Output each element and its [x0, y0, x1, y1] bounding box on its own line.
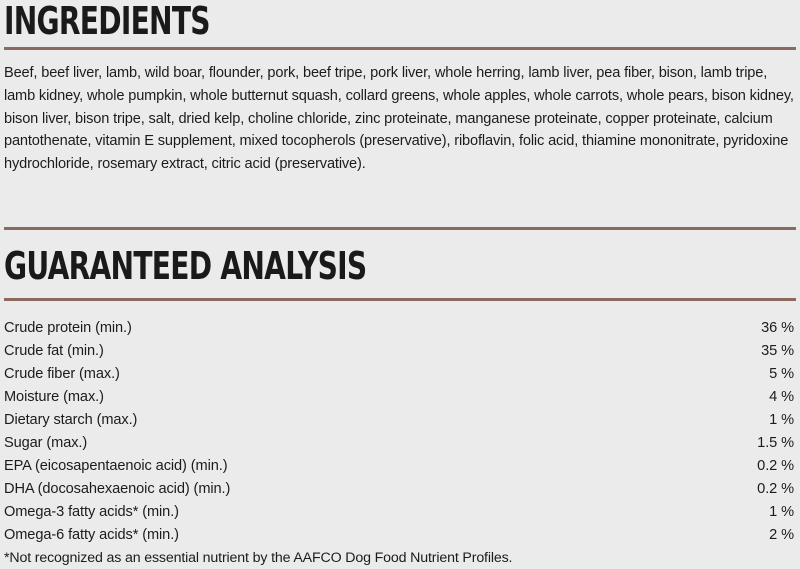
table-row [4, 524, 794, 547]
nutrient-label: Omega-3 fatty acids* (min.) [4, 504, 179, 520]
ingredients-bottom-divider [4, 227, 796, 230]
nutrient-value: 1 % [769, 412, 794, 428]
nutrient-label: EPA (eicosapentaenoic acid) (min.) [4, 458, 228, 474]
table-row [4, 340, 794, 363]
table-row [4, 432, 794, 455]
guaranteed-analysis-heading: GUARANTEED ANALYSIS [4, 244, 367, 288]
nutrient-label: Crude protein (min.) [4, 320, 132, 336]
nutrient-value: 5 % [769, 366, 794, 382]
table-row [4, 501, 794, 524]
ingredients-list: Beef, beef liver, lamb, wild boar, flounder, pork, beef tripe, pork liver, whole herring, lamb liver, pea fiber, bison, lamb tripe, lamb kidney, whole pumpkin, whole butternut squash, collard greens, whole apples, whole carrots, whole pears, bison kidney, bison liver, bison tripe, salt, dried kelp, choline chloride, zinc proteinate, manganese proteinate, copper proteinate, calcium pantothenate, vitamin E supplement, mixed tocopherols (preservative), riboflavin, folic acid, thiamine mononitrate, pyridoxine hydrochloride, rosemary extract, citric acid (preservative). [4, 65, 794, 173]
nutrient-label: Sugar (max.) [4, 435, 88, 451]
nutrient-value: 0.2 % [757, 458, 794, 474]
nutrient-label: DHA (docosahexaenoic acid) (min.) [4, 481, 231, 497]
nutrient-label: Dietary starch (max.) [4, 412, 138, 428]
table-row [4, 455, 794, 478]
nutrient-value: 2 % [769, 527, 794, 543]
nutrient-label: Omega-6 fatty acids* (min.) [4, 527, 179, 543]
nutrient-label: Crude fiber (max.) [4, 366, 120, 382]
table-row [4, 317, 794, 340]
nutrient-value: 1.5 % [757, 435, 794, 451]
nutrient-value: 0.2 % [757, 481, 794, 497]
ingredients-top-divider [4, 47, 796, 50]
nutrient-label: Moisture (max.) [4, 389, 104, 405]
guaranteed-analysis-table [4, 317, 794, 547]
table-row [4, 409, 794, 432]
table-row [4, 363, 794, 386]
analysis-divider [4, 298, 796, 301]
table-row [4, 386, 794, 409]
nutrient-label: Crude fat (min.) [4, 343, 104, 359]
nutrient-value: 35 % [761, 343, 794, 359]
table-row [4, 478, 794, 501]
nutrient-value: 4 % [769, 389, 794, 405]
nutrient-value: 1 % [769, 504, 794, 520]
ingredients-heading: INGREDIENTS [4, 0, 210, 43]
aafco-footnote: *Not recognized as an essential nutrient by the AAFCO Dog Food Nutrient Profiles. [4, 550, 513, 566]
nutrient-value: 36 % [761, 320, 794, 336]
